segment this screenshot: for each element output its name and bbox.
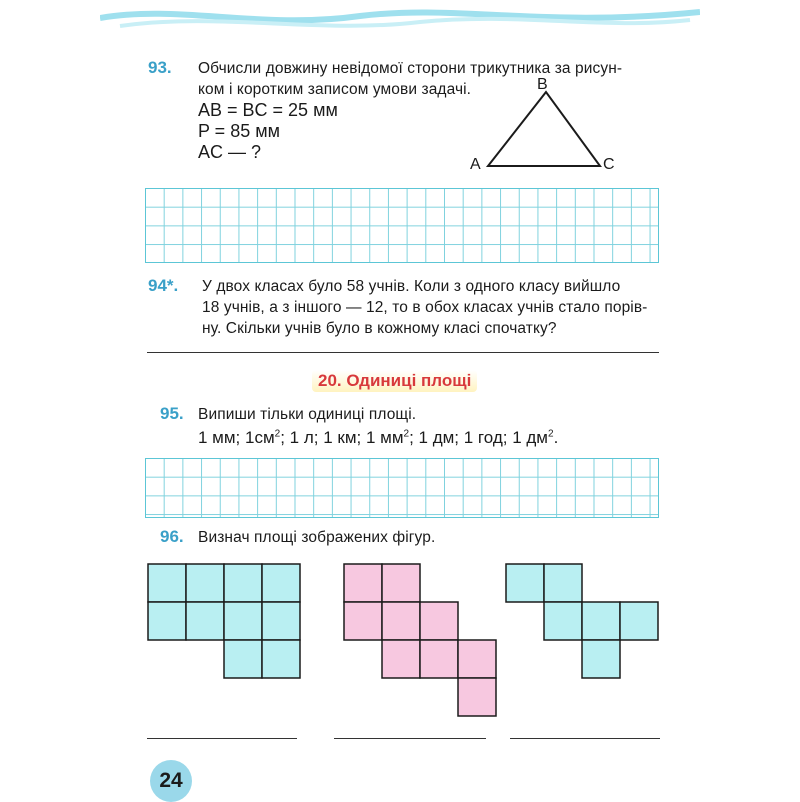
task-line: Обчисли довжину невідомої сторони трикутника за рисун- bbox=[198, 60, 623, 77]
answer-grid[interactable] bbox=[145, 188, 659, 263]
task-number: 95. bbox=[160, 404, 184, 423]
answer-grid[interactable] bbox=[145, 458, 659, 518]
unit-sup: 2 bbox=[403, 428, 410, 440]
unit-text: ; 1 дм; 1 год; 1 дм bbox=[409, 428, 548, 447]
answer-line[interactable] bbox=[334, 738, 486, 739]
condition-line: AB = BC = 25 мм bbox=[198, 100, 338, 120]
figure-3 bbox=[506, 564, 658, 678]
task-line: У двох класах було 58 учнів. Коли з одного класу вийшло bbox=[202, 278, 621, 295]
unit-text: 1 мм; 1см bbox=[198, 428, 275, 447]
task-93-conditions bbox=[198, 100, 338, 163]
task-93 bbox=[148, 58, 172, 78]
answer-line[interactable] bbox=[510, 738, 660, 739]
figure-2 bbox=[344, 564, 496, 716]
task-number: 93. bbox=[148, 58, 172, 77]
task-line: ну. Скільки учнів було в кожному класі спочатку? bbox=[202, 320, 557, 337]
task-96 bbox=[160, 527, 184, 547]
unit-sup: 2 bbox=[274, 428, 281, 440]
section-title: 20. Одиниці площі bbox=[312, 370, 477, 392]
unit-text: . bbox=[553, 428, 559, 447]
task-number: 96. bbox=[160, 527, 184, 546]
answer-line[interactable] bbox=[147, 738, 297, 739]
vertex-label-a: A bbox=[470, 156, 481, 173]
condition-line: AC — ? bbox=[198, 142, 262, 162]
task-94 bbox=[148, 276, 178, 296]
triangle-abc bbox=[488, 92, 600, 166]
task-95 bbox=[160, 404, 184, 424]
task-94-text bbox=[202, 276, 672, 339]
unit-text: ; 1 л; 1 км; 1 мм bbox=[280, 428, 404, 447]
unit-sup: 2 bbox=[548, 428, 554, 440]
answer-line[interactable] bbox=[147, 352, 659, 353]
vertex-label-b: B bbox=[537, 76, 548, 93]
task-95-instruction: Випиши тільки одиниці площі. bbox=[198, 406, 417, 423]
header-wave bbox=[100, 0, 700, 40]
page-number: 24 bbox=[150, 760, 192, 802]
task-line: 18 учнів, а з іншого — 12, то в обох класах учнів стало порів- bbox=[202, 299, 648, 316]
task-number: 94*. bbox=[148, 276, 179, 295]
task-96-instruction: Визнач площі зображених фігур. bbox=[198, 529, 436, 546]
figure-1 bbox=[148, 564, 300, 678]
task-line: ком і коротким записом умови задачі. bbox=[198, 81, 472, 98]
figures-area bbox=[140, 558, 670, 720]
vertex-label-c: C bbox=[603, 156, 615, 173]
condition-line: P = 85 мм bbox=[198, 121, 280, 141]
units-list bbox=[198, 428, 558, 448]
